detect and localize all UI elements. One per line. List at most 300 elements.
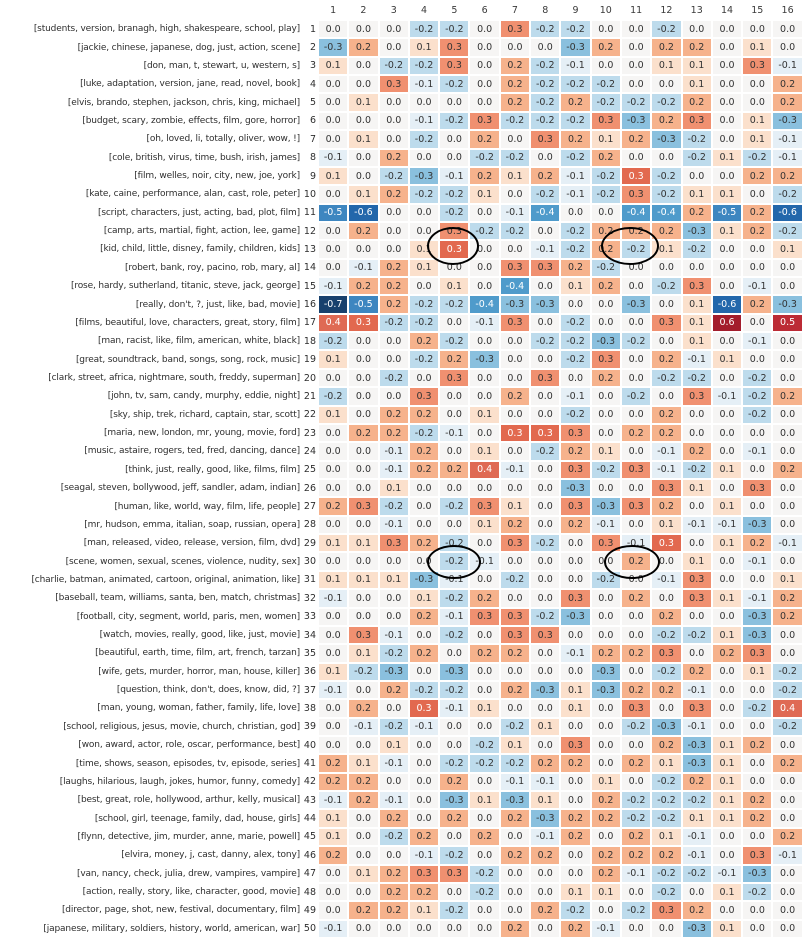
heatmap-cell: 0.0 (348, 406, 378, 424)
heatmap-cell: 0.0 (530, 516, 560, 534)
heatmap-row (0, 571, 806, 589)
heatmap-cell: 0.0 (318, 130, 348, 148)
heatmap-cell: -0.2 (439, 681, 469, 699)
heatmap-cell: 0.1 (409, 240, 439, 258)
heatmap-cell: 0.3 (500, 314, 530, 332)
heatmap-cell: -0.1 (439, 571, 469, 589)
heatmap-row (0, 901, 806, 919)
heatmap-cell: 0.0 (591, 901, 621, 919)
heatmap-cell: 0.2 (500, 644, 530, 662)
heatmap-cell: 0.0 (348, 809, 378, 827)
heatmap-cell: 0.0 (772, 516, 802, 534)
heatmap-cell: -0.2 (560, 240, 590, 258)
heatmap-cell: -0.4 (530, 204, 560, 222)
row-number: 28 (303, 519, 316, 531)
row-label: [wife, gets, murder, horror, man, house, killer] (98, 666, 300, 677)
heatmap-cell: 0.3 (621, 497, 651, 515)
heatmap-cell: 0.0 (318, 901, 348, 919)
heatmap-cell: 0.0 (348, 589, 378, 607)
heatmap-cell: 0.3 (500, 20, 530, 38)
heatmap-cell: 0.2 (348, 222, 378, 240)
heatmap-cell: 0.2 (651, 846, 681, 864)
heatmap-cell: -0.1 (560, 57, 590, 75)
heatmap-cell: 0.0 (469, 663, 499, 681)
row-number: 19 (303, 354, 316, 366)
heatmap-cell: 0.2 (348, 38, 378, 56)
heatmap-cell: 0.0 (409, 754, 439, 772)
heatmap-row (0, 516, 806, 534)
heatmap-cell: -0.1 (772, 846, 802, 864)
heatmap-cell: 0.0 (379, 20, 409, 38)
heatmap-cell: -0.2 (439, 626, 469, 644)
row-number: 49 (303, 904, 316, 916)
heatmap-cell: 0.0 (712, 663, 742, 681)
heatmap-cell: -0.2 (682, 240, 712, 258)
circle-annotation (427, 227, 479, 265)
heatmap-cell: 0.2 (500, 75, 530, 93)
heatmap-cell: -0.2 (379, 644, 409, 662)
heatmap-row (0, 497, 806, 515)
heatmap-cell: 0.0 (379, 332, 409, 350)
column-header-row (318, 0, 806, 20)
heatmap-cell: -0.2 (409, 350, 439, 368)
heatmap-cell: -0.1 (560, 387, 590, 405)
heatmap-cell: -0.2 (682, 461, 712, 479)
heatmap-cell: 0.0 (500, 552, 530, 570)
heatmap-cell: -0.2 (560, 314, 590, 332)
heatmap-cell: -0.2 (379, 369, 409, 387)
heatmap-cell: -0.1 (379, 626, 409, 644)
heatmap-cell: 0.0 (500, 240, 530, 258)
heatmap-cell: 0.0 (712, 277, 742, 295)
heatmap-cell: 0.0 (621, 442, 651, 460)
heatmap-cell: 0.0 (560, 663, 590, 681)
heatmap-cell: 0.0 (348, 442, 378, 460)
heatmap-cell: -0.1 (469, 552, 499, 570)
heatmap-cell: -0.4 (621, 204, 651, 222)
heatmap-cell: 0.0 (318, 608, 348, 626)
heatmap-cell: 0.2 (379, 406, 409, 424)
heatmap-cell: -0.2 (500, 718, 530, 736)
heatmap-cell: 0.2 (621, 552, 651, 570)
heatmap-cell: 0.0 (500, 479, 530, 497)
heatmap-cell: 0.3 (500, 608, 530, 626)
heatmap-cell: 0.3 (651, 901, 681, 919)
heatmap-cell: -0.1 (379, 754, 409, 772)
heatmap-cell: 0.0 (742, 571, 772, 589)
heatmap-cell: 0.0 (772, 791, 802, 809)
heatmap-cell: 0.0 (469, 259, 499, 277)
heatmap-cell: 0.2 (682, 204, 712, 222)
heatmap-cell: -0.2 (560, 149, 590, 167)
row-number: 30 (303, 556, 316, 568)
column-header: 12 (660, 4, 673, 16)
heatmap-cell: 0.1 (348, 130, 378, 148)
heatmap-cell: 0.0 (712, 442, 742, 460)
heatmap-cell: 0.2 (409, 534, 439, 552)
heatmap-cell: -0.1 (682, 828, 712, 846)
heatmap-cell: -0.5 (318, 204, 348, 222)
heatmap-cell: 0.2 (500, 809, 530, 827)
heatmap-cell: 0.0 (560, 865, 590, 883)
heatmap-cell: 0.0 (318, 644, 348, 662)
row-label: [man, released, video, release, version, film, dvd] (83, 538, 300, 549)
heatmap-cell: 0.1 (348, 754, 378, 772)
heatmap-cell: -0.3 (379, 663, 409, 681)
heatmap-row (0, 424, 806, 442)
heatmap-cell: -0.1 (591, 516, 621, 534)
heatmap-cell: 0.0 (772, 736, 802, 754)
heatmap-cell: 0.1 (682, 75, 712, 93)
heatmap-cell: 0.0 (621, 479, 651, 497)
heatmap-cell: -0.2 (651, 883, 681, 901)
heatmap-cell: 0.2 (560, 259, 590, 277)
heatmap-cell: -0.3 (742, 865, 772, 883)
heatmap-cell: 0.0 (379, 112, 409, 130)
column-header: 3 (390, 4, 397, 16)
heatmap-cell: -0.3 (409, 571, 439, 589)
heatmap-cell: 0.2 (682, 773, 712, 791)
heatmap-cell: 0.0 (500, 883, 530, 901)
heatmap-cell: 0.0 (742, 259, 772, 277)
heatmap-cell: 0.1 (469, 791, 499, 809)
heatmap-cell: 0.0 (500, 442, 530, 460)
heatmap-cell: 0.0 (742, 461, 772, 479)
heatmap-cell: 0.2 (682, 38, 712, 56)
heatmap-cell: 0.0 (560, 571, 590, 589)
heatmap-cell: 0.1 (712, 626, 742, 644)
heatmap-cell: 0.0 (560, 626, 590, 644)
heatmap-row (0, 259, 806, 277)
column-header: 7 (511, 4, 518, 16)
row-label: [think, just, really, good, like, films, film] (125, 464, 300, 475)
row-number: 6 (309, 115, 316, 127)
heatmap-cell: 0.0 (712, 828, 742, 846)
heatmap-cell: -0.1 (651, 442, 681, 460)
heatmap-cell: -0.2 (682, 791, 712, 809)
heatmap-cell: 0.0 (409, 552, 439, 570)
heatmap-cell: 0.0 (379, 350, 409, 368)
heatmap-cell: -0.2 (439, 497, 469, 515)
row-number: 22 (303, 409, 316, 421)
heatmap-cell: -0.3 (742, 608, 772, 626)
heatmap-cell: 0.0 (469, 93, 499, 111)
heatmap-cell: -0.3 (500, 295, 530, 313)
row-number: 35 (303, 647, 316, 659)
heatmap-cell: 0.0 (772, 332, 802, 350)
heatmap-cell: 0.4 (318, 314, 348, 332)
heatmap-cell: 0.2 (772, 828, 802, 846)
heatmap-cell: -0.2 (651, 626, 681, 644)
heatmap-cell: -0.1 (469, 314, 499, 332)
row-number: 45 (303, 831, 316, 843)
heatmap-cell: 0.3 (500, 626, 530, 644)
heatmap-cell: 0.1 (712, 185, 742, 203)
heatmap-cell: 0.1 (712, 222, 742, 240)
heatmap-cell: 0.2 (530, 167, 560, 185)
heatmap-cell: -0.2 (439, 534, 469, 552)
heatmap-cell: 0.1 (469, 516, 499, 534)
heatmap-cell: 0.0 (712, 369, 742, 387)
heatmap-cell: 0.0 (318, 461, 348, 479)
heatmap-cell: 0.0 (712, 699, 742, 717)
heatmap-cell: 0.0 (439, 442, 469, 460)
heatmap-cell: 0.0 (379, 920, 409, 938)
heatmap-cell: -0.2 (500, 571, 530, 589)
heatmap-cell: -0.2 (621, 718, 651, 736)
heatmap-cell: -0.1 (560, 167, 590, 185)
heatmap-cell: -0.1 (772, 130, 802, 148)
heatmap-cell: 0.1 (560, 277, 590, 295)
heatmap-cell: 0.0 (530, 461, 560, 479)
heatmap-cell: 0.2 (439, 461, 469, 479)
heatmap-cell: 0.0 (712, 552, 742, 570)
heatmap-cell: 0.3 (742, 644, 772, 662)
heatmap-cell: 0.2 (591, 369, 621, 387)
heatmap-cell: 0.2 (500, 681, 530, 699)
heatmap-cell: 0.0 (591, 626, 621, 644)
heatmap-cell: 0.3 (530, 626, 560, 644)
heatmap-cell: 0.0 (530, 663, 560, 681)
heatmap-cell: 0.0 (348, 369, 378, 387)
row-label: [mr, hudson, emma, italian, soap, russian, opera] (84, 519, 300, 530)
heatmap-cell: 0.0 (348, 479, 378, 497)
heatmap-cell: 0.2 (621, 754, 651, 772)
column-header: 4 (421, 4, 428, 16)
row-label: [japanese, military, soldiers, history, world, american, war] (43, 923, 300, 934)
heatmap-cell: 0.2 (682, 93, 712, 111)
heatmap-cell: 0.0 (530, 865, 560, 883)
heatmap-cell: 0.0 (439, 259, 469, 277)
heatmap-cell: 0.0 (742, 773, 772, 791)
heatmap-cell: -0.3 (682, 222, 712, 240)
heatmap-cell: 0.3 (742, 846, 772, 864)
heatmap-cell: 0.0 (348, 350, 378, 368)
heatmap-cell: 0.1 (591, 773, 621, 791)
heatmap-cell: -0.1 (379, 442, 409, 460)
heatmap-cell: 0.0 (530, 920, 560, 938)
row-label: [elvira, money, j, cast, danny, alex, tony] (121, 850, 300, 861)
heatmap-cell: 0.2 (682, 663, 712, 681)
heatmap-cell: -0.1 (318, 920, 348, 938)
heatmap-cell: 0.0 (772, 259, 802, 277)
heatmap-cell: -0.2 (742, 883, 772, 901)
heatmap-cell: -0.1 (591, 920, 621, 938)
heatmap-cell: -0.2 (742, 387, 772, 405)
heatmap-cell: 0.1 (682, 479, 712, 497)
heatmap-cell: -0.2 (651, 20, 681, 38)
heatmap-cell: 0.1 (742, 38, 772, 56)
heatmap-cell: 0.2 (469, 644, 499, 662)
heatmap-cell: 0.1 (712, 589, 742, 607)
heatmap-cell: -0.2 (469, 222, 499, 240)
heatmap-cell: 0.2 (682, 442, 712, 460)
row-number: 1 (309, 23, 316, 35)
heatmap-cell: 0.0 (772, 552, 802, 570)
heatmap-cell: 0.0 (742, 920, 772, 938)
heatmap-body (0, 20, 806, 938)
heatmap-cell: -0.2 (621, 809, 651, 827)
heatmap-cell: 0.0 (621, 571, 651, 589)
heatmap-row (0, 791, 806, 809)
heatmap-cell: 0.1 (712, 534, 742, 552)
heatmap-cell: 0.0 (682, 644, 712, 662)
heatmap-row (0, 240, 806, 258)
row-number: 23 (303, 427, 316, 439)
heatmap-cell: -0.2 (560, 901, 590, 919)
heatmap-cell: 0.0 (318, 20, 348, 38)
heatmap-cell: -0.3 (682, 754, 712, 772)
heatmap-cell: 0.2 (772, 754, 802, 772)
heatmap-cell: 0.0 (772, 644, 802, 662)
heatmap-cell: 0.2 (772, 608, 802, 626)
heatmap-cell: 0.3 (530, 424, 560, 442)
heatmap-cell: -0.2 (591, 93, 621, 111)
row-number: 9 (309, 170, 316, 182)
heatmap-cell: -0.3 (469, 350, 499, 368)
heatmap-cell: 0.0 (439, 736, 469, 754)
row-label: [football, city, segment, world, paris, men, women] (76, 611, 300, 622)
heatmap-cell: 0.1 (682, 332, 712, 350)
heatmap-cell: -0.2 (530, 20, 560, 38)
heatmap-cell: 0.2 (742, 295, 772, 313)
heatmap-cell: 0.3 (439, 38, 469, 56)
heatmap-cell: 0.0 (379, 93, 409, 111)
heatmap-cell: -0.2 (469, 883, 499, 901)
heatmap-cell: 0.0 (500, 865, 530, 883)
heatmap-cell: 0.2 (379, 883, 409, 901)
heatmap-cell: 0.1 (348, 644, 378, 662)
column-header: 15 (751, 4, 764, 16)
heatmap-row (0, 112, 806, 130)
heatmap-cell: 0.3 (651, 534, 681, 552)
heatmap-row (0, 846, 806, 864)
heatmap-cell: -0.1 (742, 332, 772, 350)
heatmap-cell: 0.0 (621, 259, 651, 277)
heatmap-cell: 0.2 (651, 222, 681, 240)
heatmap-cell: 0.0 (621, 350, 651, 368)
heatmap-cell: 0.0 (621, 920, 651, 938)
heatmap-cell: -0.2 (651, 663, 681, 681)
heatmap-cell: 0.1 (560, 699, 590, 717)
heatmap-cell: 0.0 (742, 314, 772, 332)
heatmap-cell: 0.0 (591, 828, 621, 846)
row-label: [action, really, story, like, character, good, movie] (82, 887, 300, 898)
heatmap-cell: -0.2 (409, 57, 439, 75)
heatmap-cell: 0.0 (348, 240, 378, 258)
heatmap-cell: 0.0 (379, 608, 409, 626)
heatmap-cell: 0.0 (621, 736, 651, 754)
heatmap-cell: 0.3 (530, 259, 560, 277)
heatmap-cell: 0.0 (742, 718, 772, 736)
heatmap-cell: 0.0 (469, 369, 499, 387)
heatmap-cell: 0.3 (379, 534, 409, 552)
heatmap-cell: -0.2 (439, 204, 469, 222)
row-number: 25 (303, 464, 316, 476)
row-label: [school, religious, jesus, movie, church, christian, god] (63, 721, 300, 732)
heatmap-cell: 0.0 (772, 883, 802, 901)
heatmap-cell: -0.3 (621, 295, 651, 313)
heatmap-cell: -0.1 (560, 185, 590, 203)
row-number: 20 (303, 372, 316, 384)
heatmap-cell: 0.0 (591, 20, 621, 38)
heatmap-cell: -0.2 (560, 350, 590, 368)
heatmap-cell: 0.2 (682, 901, 712, 919)
heatmap-cell: -0.1 (439, 699, 469, 717)
row-number: 2 (309, 42, 316, 54)
heatmap-cell: 0.0 (348, 883, 378, 901)
heatmap-cell: 0.0 (439, 644, 469, 662)
row-label: [script, characters, just, acting, bad, plot, film] (97, 207, 300, 218)
heatmap-cell: 0.1 (742, 130, 772, 148)
heatmap-cell: -0.1 (621, 865, 651, 883)
heatmap-cell: 0.0 (409, 479, 439, 497)
heatmap-cell: 0.0 (409, 497, 439, 515)
heatmap-cell: 0.3 (439, 222, 469, 240)
heatmap-cell: 0.1 (348, 534, 378, 552)
heatmap-cell: 0.0 (560, 846, 590, 864)
heatmap-cell: 0.0 (591, 295, 621, 313)
heatmap-cell: 0.0 (348, 461, 378, 479)
heatmap-cell: -0.2 (560, 112, 590, 130)
row-label: [baseball, team, williams, santa, ben, match, christmas] (55, 593, 300, 604)
heatmap-cell: 0.0 (651, 332, 681, 350)
heatmap-cell: 0.3 (682, 571, 712, 589)
heatmap-cell: 0.1 (469, 185, 499, 203)
heatmap-cell: 0.0 (621, 773, 651, 791)
heatmap-cell: 0.0 (318, 185, 348, 203)
heatmap-cell: 0.2 (469, 167, 499, 185)
row-number: 29 (303, 537, 316, 549)
heatmap-cell: 0.0 (318, 699, 348, 717)
heatmap-cell: 0.0 (560, 369, 590, 387)
heatmap-cell: 0.2 (651, 406, 681, 424)
heatmap-cell: -0.2 (439, 20, 469, 38)
heatmap-cell: 0.1 (409, 38, 439, 56)
row-number: 34 (303, 629, 316, 641)
heatmap-cell: 0.3 (621, 699, 651, 717)
heatmap-row (0, 75, 806, 93)
heatmap-cell: 0.0 (591, 424, 621, 442)
heatmap-cell: 0.2 (651, 681, 681, 699)
heatmap-cell: 0.1 (682, 314, 712, 332)
heatmap-cell: 0.0 (348, 920, 378, 938)
heatmap-cell: -0.2 (651, 369, 681, 387)
heatmap-cell: -0.2 (591, 75, 621, 93)
heatmap-cell: 0.0 (469, 332, 499, 350)
column-header: 16 (781, 4, 794, 16)
heatmap-cell: 0.0 (712, 240, 742, 258)
heatmap-cell: -0.3 (530, 809, 560, 827)
heatmap-cell: 0.3 (651, 314, 681, 332)
row-label: [really, don't, ?, just, like, bad, movie] (135, 299, 300, 310)
heatmap-cell: 0.3 (621, 461, 651, 479)
heatmap-cell: 0.1 (318, 57, 348, 75)
heatmap-cell: 0.2 (560, 828, 590, 846)
heatmap-cell: 0.0 (409, 149, 439, 167)
heatmap-cell: 0.0 (621, 406, 651, 424)
heatmap-cell: 0.1 (409, 259, 439, 277)
heatmap-cell: 0.0 (712, 112, 742, 130)
heatmap-cell: -0.1 (772, 534, 802, 552)
heatmap-cell: 0.3 (591, 350, 621, 368)
heatmap-cell: 0.0 (682, 534, 712, 552)
row-number: 42 (303, 776, 316, 788)
heatmap-cell: 0.0 (500, 828, 530, 846)
heatmap-cell: -0.2 (530, 534, 560, 552)
heatmap-cell: 0.0 (682, 259, 712, 277)
heatmap-cell: 0.0 (682, 167, 712, 185)
